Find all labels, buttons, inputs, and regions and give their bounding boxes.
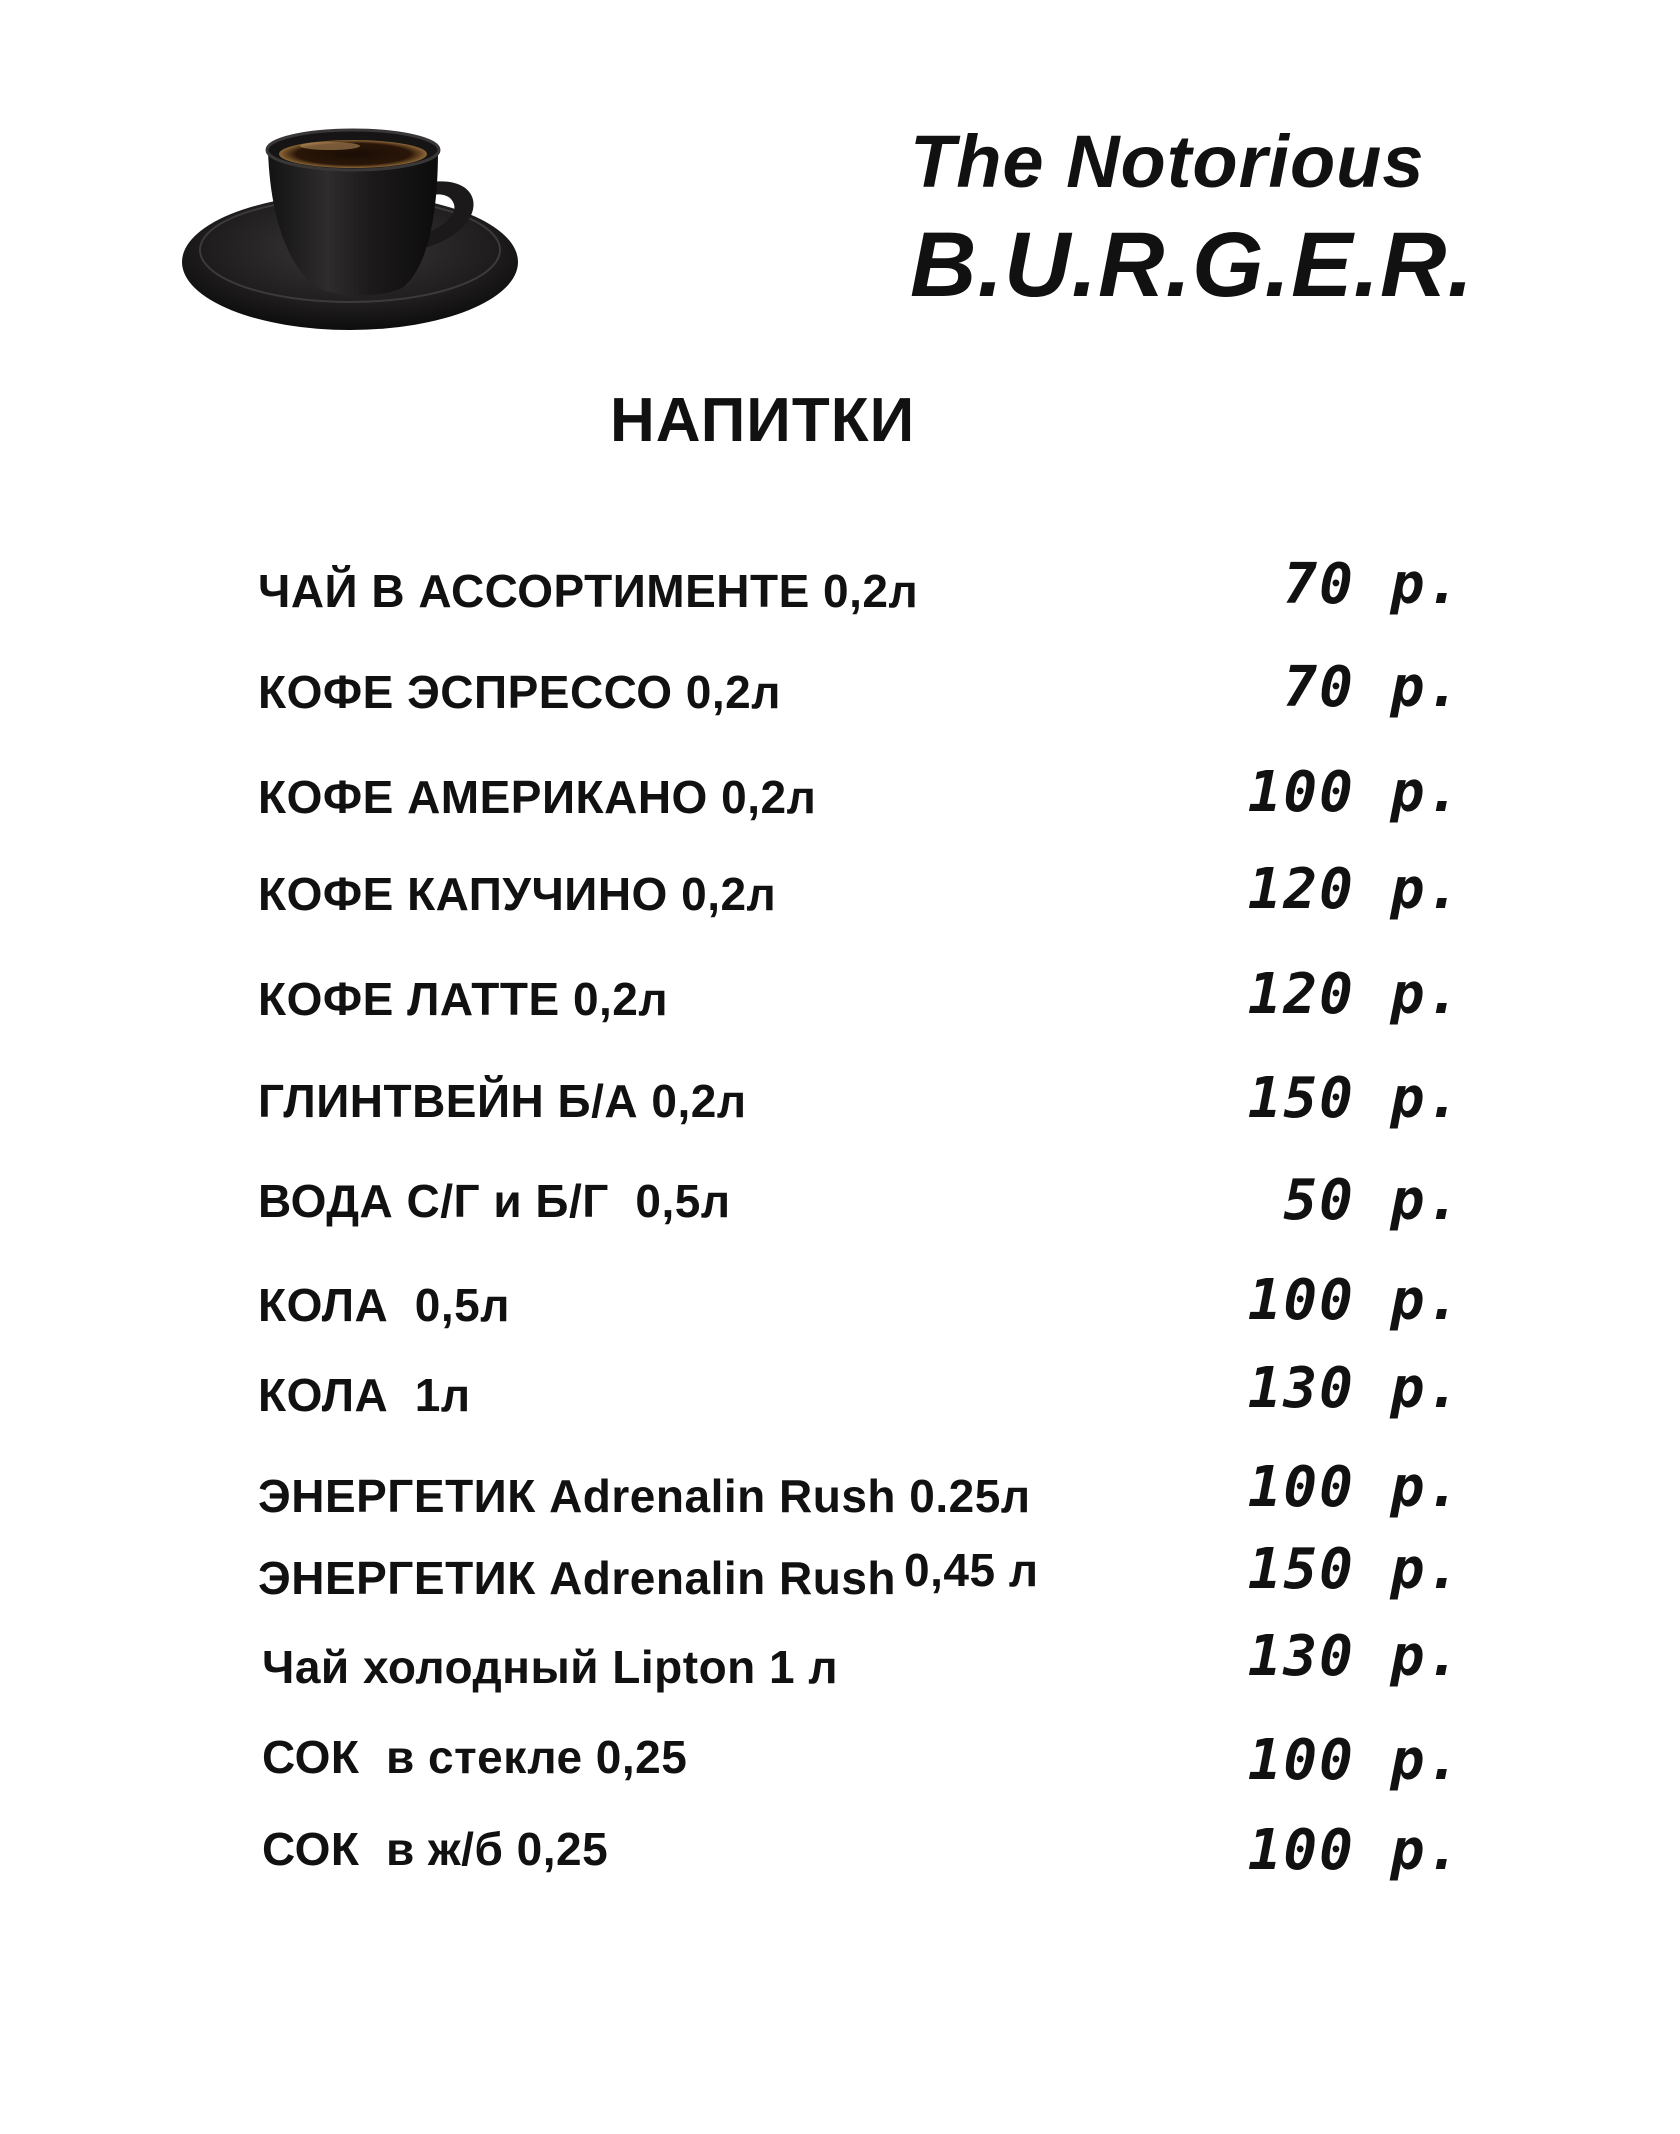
menu-item — [0, 857, 1680, 937]
item-name: Чай холодный Lipton 1 л — [262, 1641, 839, 1693]
item-price: 150 р. — [1247, 1066, 1462, 1131]
item-name: КОФЕ КАПУЧИНО 0,2л — [258, 868, 777, 920]
menu-item — [0, 1537, 1680, 1617]
item-name: КОФЕ ЛАТТЕ 0,2л — [258, 973, 669, 1025]
item-name: ЭНЕРГЕТИК Adrenalin Rush 0.25л — [258, 1470, 1031, 1522]
item-price: 50 р. — [1283, 1168, 1462, 1233]
item-price: 100 р. — [1247, 1818, 1462, 1883]
item-price: 100 р. — [1247, 760, 1462, 825]
item-name: КОЛА 1л — [258, 1369, 471, 1421]
item-name: ВОДА С/Г и Б/Г 0,5л — [258, 1175, 731, 1227]
item-name: ЧАЙ В АССОРТИМЕНТЕ 0,2л — [258, 565, 919, 617]
menu-item — [0, 1168, 1680, 1248]
item-name: ГЛИНТВЕЙН Б/А 0,2л — [258, 1075, 747, 1127]
menu-item — [0, 1268, 1680, 1348]
menu-item — [0, 1455, 1680, 1535]
menu-item — [0, 962, 1680, 1042]
menu-item — [0, 552, 1680, 632]
brand-line-1: The Notorious — [910, 120, 1425, 203]
item-price: 70 р. — [1283, 552, 1462, 617]
item-price: 100 р. — [1247, 1455, 1462, 1520]
item-price: 100 р. — [1247, 1728, 1462, 1793]
item-name: ЭНЕРГЕТИК Adrenalin Rush — [258, 1552, 897, 1604]
menu-item — [0, 1818, 1680, 1898]
item-volume: 0,45 л — [904, 1544, 1039, 1596]
item-name-group — [258, 1544, 1039, 1605]
section-title: НАПИТКИ — [610, 386, 916, 455]
menu-item — [0, 1066, 1680, 1146]
item-name: КОЛА 0,5л — [258, 1279, 510, 1331]
menu-item — [0, 760, 1680, 840]
item-name: СОК в стекле 0,25 — [262, 1731, 688, 1783]
item-price: 120 р. — [1247, 962, 1462, 1027]
item-price: 150 р. — [1247, 1537, 1462, 1602]
menu-item — [0, 655, 1680, 735]
menu-item — [0, 1624, 1680, 1704]
item-price: 70 р. — [1283, 655, 1462, 720]
item-name: КОФЕ АМЕРИКАНО 0,2л — [258, 771, 817, 823]
menu-item — [0, 1728, 1680, 1808]
item-price: 100 р. — [1247, 1268, 1462, 1333]
item-price: 130 р. — [1247, 1356, 1462, 1421]
item-name: СОК в ж/б 0,25 — [262, 1823, 609, 1875]
menu-item — [0, 1356, 1680, 1436]
item-price: 120 р. — [1247, 857, 1462, 922]
item-name: КОФЕ ЭСПРЕССО 0,2л — [258, 666, 781, 718]
item-price: 130 р. — [1247, 1624, 1462, 1689]
brand-line-2: B.U.R.G.E.R. — [910, 214, 1475, 316]
